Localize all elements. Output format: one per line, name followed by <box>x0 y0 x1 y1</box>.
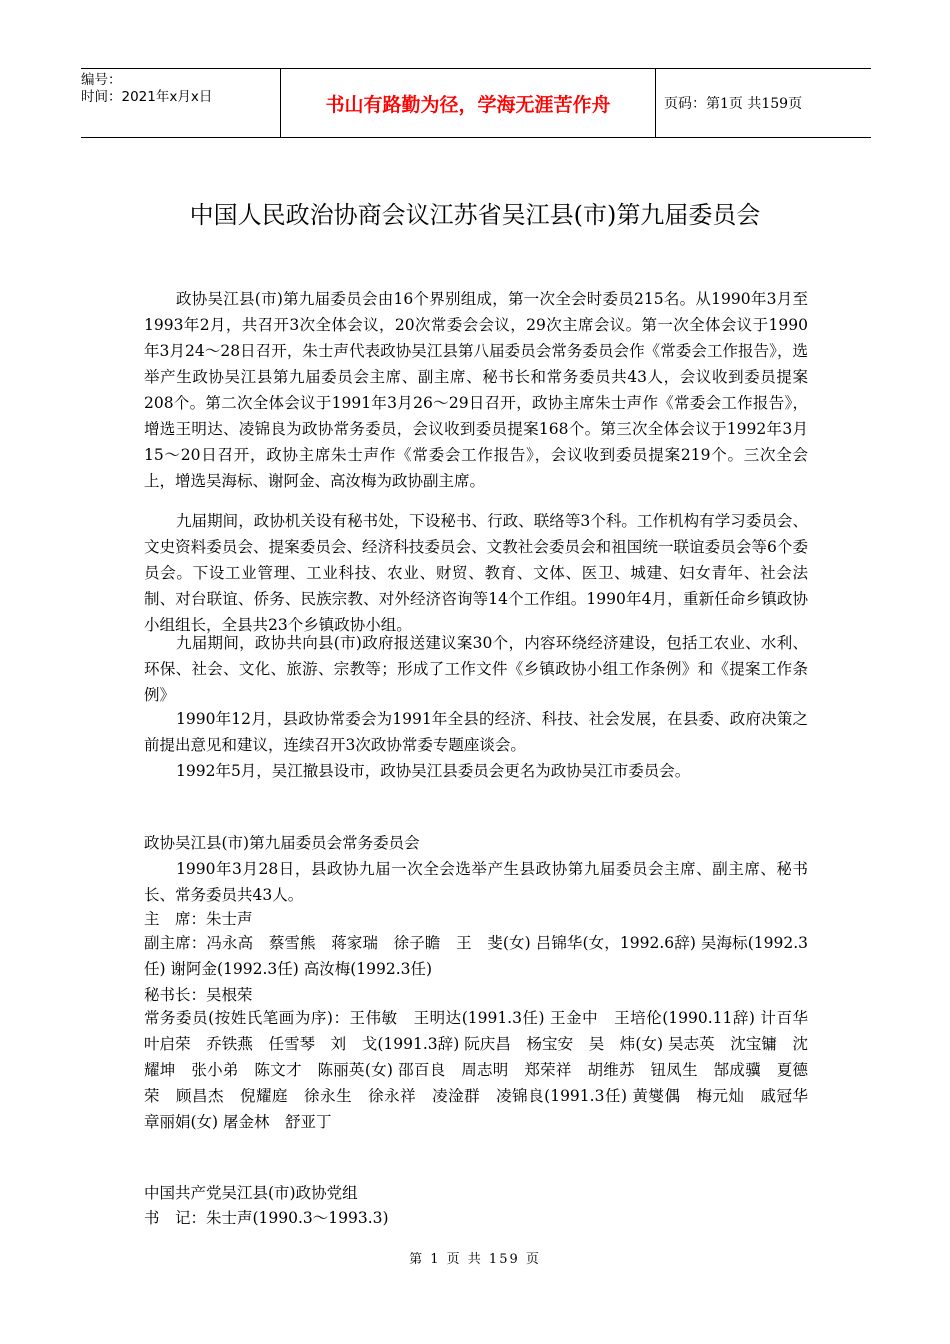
header-motto: 书山有路勤为径，学海无涯苦作舟 <box>281 69 656 137</box>
page-footer-number: 第 1 页 共 159 页 <box>409 1252 541 1267</box>
paragraph-overview: 政协吴江县(市)第九届委员会由16个界别组成，第一次全会时委员215名。从1990年3月至1993年2月，共召开3次全体会议，20次常委会会议，29次主席会议。第一次全体会议于1990年3月24～28日召开，朱士声代表政协吴江县第八届委员会常务委员会作《常委会工作报告》，选举产生政协吴江县第九届委员会主席、副主席、秘书长和常务委员共43人，会议收到委员提案208个。第二次全体会议于1991年3月26～29日召开，政协主席朱士声作《常委会工作报告》，增选王明达、凌锦良为政协常务委员，会议收到委员提案168个。第三次全体会议于1992年3月15～20日召开，政协主席朱士声作《常委会工作报告》，会议收到委员提案219个。三次全会上，增选吴海标、谢阿金、高汝梅为政协副主席。 <box>144 290 808 490</box>
time-label: 时间：2021年x月x日 <box>81 89 213 105</box>
paragraph-meetings: 1990年12月，县政协常委会为1991年全县的经济、科技、社会发展，在县委、政府决策之前提出意见和建议，连续召开3次政协常委专题座谈会。 <box>144 710 808 754</box>
standing-committee-heading: 政协吴江县(市)第九届委员会常务委员会 <box>144 834 420 852</box>
page-header <box>81 68 871 138</box>
paragraph-renaming: 1992年5月，吴江撤县设市，政协吴江县委员会更名为政协吴江市委员会。 <box>176 762 691 780</box>
paragraph-organization: 九届期间，政协机关设有秘书处，下设秘书、行政、联络等3个科。工作机构有学习委员会、文史资料委员会、提案委员会、经济科技委员会、文教社会委员会和祖国统一联谊委员会等6个委员会。下设工业管理、工业科技、农业、财贸、教育、文体、医卫、城建、妇女青年、社会法制、对台联谊、侨务、民族宗教、对外经济咨询等14个工作组。1990年4月，重新任命乡镇政协小组组长，全县共23个乡镇政协小组。 <box>144 512 808 634</box>
paragraph-proposals: 九届期间，政协共向县(市)政府报送建议案30个，内容环绕经济建设，包括工农业、水利、环保、社会、文化、旅游、宗教等；形成了工作文件《乡镇政协小组工作条例》和《提案工作条例》 <box>144 634 808 704</box>
party-secretary-line: 书 记：朱士声(1990.3～1993.3) <box>144 1209 389 1227</box>
header-page-info: 页码：第1页 共159页 <box>664 96 803 112</box>
document-title: 中国人民政治协商会议江苏省吴江县(市)第九届委员会 <box>189 201 761 229</box>
secretary-general-line: 秘书长：吴根荣 <box>144 986 253 1004</box>
chairman-line: 主 席：朱士声 <box>144 910 253 928</box>
party-group-heading: 中国共产党吴江县(市)政协党组 <box>144 1184 358 1202</box>
standing-committee-intro: 1990年3月28日，县政协九届一次全会选举产生县政协第九届委员会主席、副主席、秘书长、常务委员共43人。 <box>144 860 808 904</box>
standing-members-list: 常务委员(按姓氏笔画为序)：王伟敏 王明达(1991.3任) 王金中 王培伦(1990.11辞) 计百华 叶启荣 乔铁燕 任雪琴 刘 戈(1991.3辞) 阮庆昌 杨宝安 吴 炜(女) 吴志英 沈宝镛 沈耀坤 张小弟 陈文才 陈丽英(女) 邵百良 周志明 郑荣祥 胡维苏 钮凤生 郜成骥 夏德荣 顾昌杰 倪耀庭 徐永生 徐永祥 凌淦群 凌锦良(1991.3任) 黄燮偶 梅元灿 戚冠华 章丽娟(女) 屠金林 舒亚丁 <box>144 1009 824 1131</box>
number-label: 编号： <box>81 72 122 88</box>
vice-chairmen-line: 副主席：冯永高 蔡雪熊 蒋家瑞 徐子瞻 王 斐(女) 吕锦华(女，1992.6辞) 吴海标(1992.3任) 谢阿金(1992.3任) 高汝梅(1992.3任) <box>144 934 808 978</box>
header-meta <box>81 69 281 137</box>
